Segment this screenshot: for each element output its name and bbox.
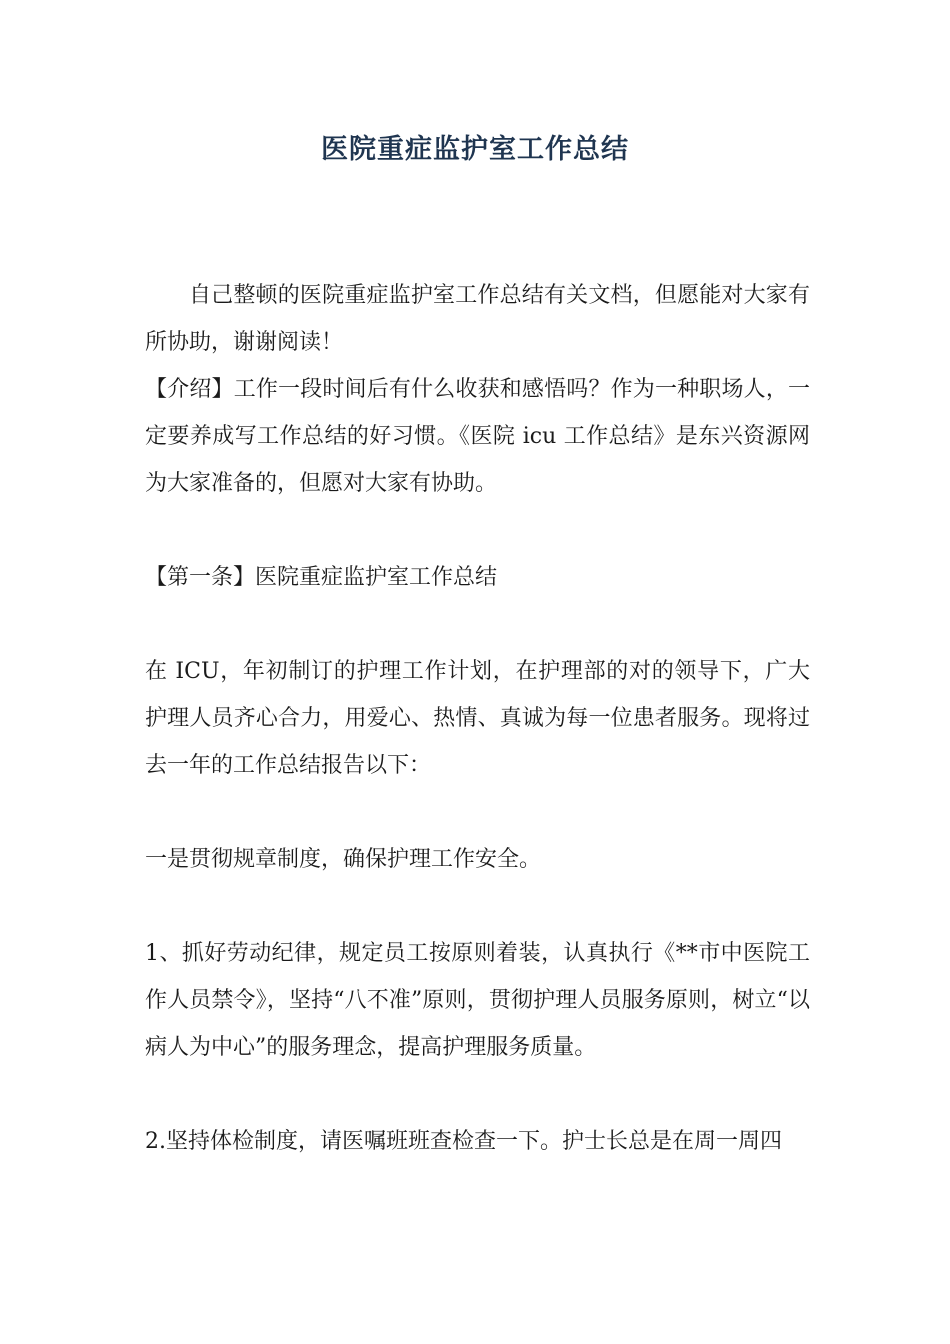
point-heading: 一是贯彻规章制度，确保护理工作安全。 — [145, 847, 542, 872]
body-paragraph: 在 ICU，年初制订的护理工作计划，在护理部的对的领导下，广大护理人员齐心合力，用爱心、热情、真诚为每一位患者服务。现将过去一年的工作总结报告以下： — [145, 659, 810, 778]
paragraph-spacer — [145, 1071, 810, 1118]
introduction-paragraph: 【介绍】工作一段时间后有什么收获和感悟吗？作为一种职场人，一定要养成写工作总结的好习惯。《医院 icu 工作总结》是东兴资源网为大家准备的，但愿对大家有协助。 — [145, 377, 810, 496]
paragraph-spacer — [145, 601, 810, 648]
list-item: 2.坚持体检制度，请医嘱班班查检查一下。护士长总是在周一周四 — [145, 1129, 782, 1154]
paragraph-spacer — [145, 507, 810, 554]
document-body — [145, 272, 810, 1165]
document-title: 医院重症监护室工作总结 — [321, 134, 629, 165]
paragraph-spacer — [145, 883, 810, 930]
list-item: 1、抓好劳动纪律，规定员工按原则着装，认真执行《**市中医院工作人员禁令》，坚持“八不准”原则，贯彻护理人员服务原则，树立“以病人为中心”的服务理念，提高护理服务质量。 — [145, 941, 810, 1060]
paragraph-spacer — [145, 789, 810, 836]
opening-paragraph: 自己整顿的医院重症监护室工作总结有关文档，但愿能对大家有所协助，谢谢阅读！ — [145, 283, 810, 355]
section-heading: 【第一条】医院重症监护室工作总结 — [145, 565, 498, 590]
